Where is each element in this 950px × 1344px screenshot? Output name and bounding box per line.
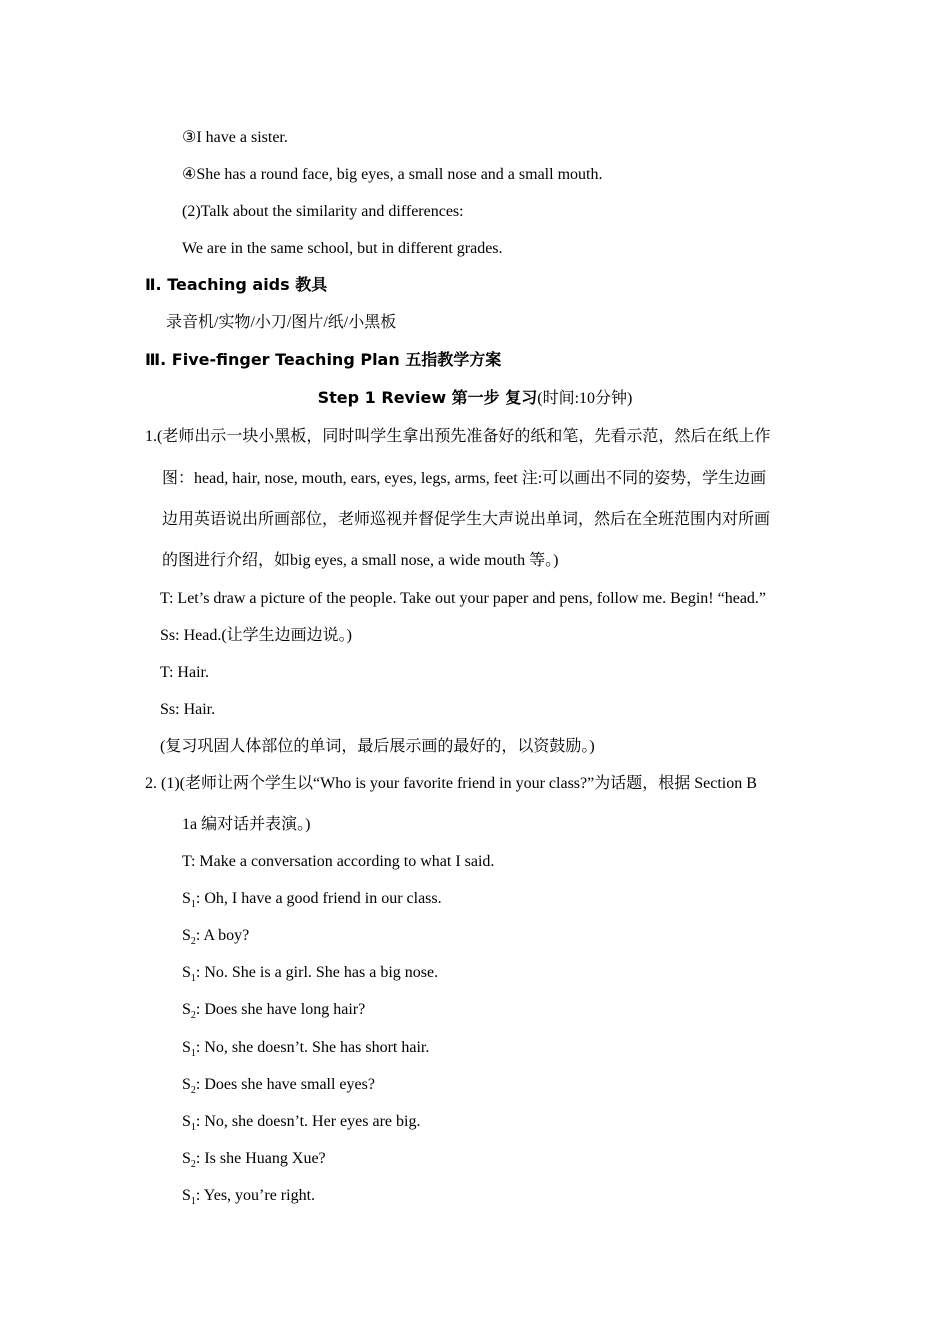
speaker-number: 1 <box>190 899 196 910</box>
section-heading-five-finger-plan: Ⅲ. Five-finger Teaching Plan 五指教学方案 <box>145 350 502 369</box>
step1-heading <box>0 388 950 409</box>
intro-line-similarity: (2)Talk about the similarity and differences: <box>182 203 464 220</box>
speaker-number: 1 <box>190 1196 196 1207</box>
dialogue-text: : No. She is a girl. She has a big nose. <box>195 964 439 981</box>
dialogue-line <box>182 1149 326 1171</box>
dialogue-line <box>182 1000 365 1022</box>
intro-line-same-school: We are in the same school, but in different grades. <box>182 240 503 257</box>
item1-dialogue-students-1: Ss: Head.(让学生边画边说。) <box>160 627 352 644</box>
speaker-letter: S <box>182 1113 191 1130</box>
dialogue-line <box>182 1075 375 1097</box>
item2-teacher-instruction: T: Make a conversation according to what I said. <box>182 853 495 870</box>
item1-dialogue-students-2: Ss: Hair. <box>160 701 216 718</box>
speaker-letter: S <box>182 927 191 944</box>
teaching-aids-content: 录音机/实物/小刀/图片/纸/小黑板 <box>166 314 397 331</box>
item1-paragraph-line-1: 1.(老师出示一块小黑板，同时叫学生拿出预先准备好的纸和笔，先看示范，然后在纸上作 <box>145 428 771 445</box>
item1-dialogue-teacher-1: T: Let’s draw a picture of the people. Take out your paper and pens, follow me. Begin! “head.” <box>160 590 767 607</box>
dialogue-line <box>182 1112 420 1134</box>
speaker-letter: S <box>182 1187 191 1204</box>
dialogue-text: : Does she have long hair? <box>195 1001 366 1018</box>
item1-dialogue-teacher-2: T: Hair. <box>160 664 209 681</box>
item1-paragraph-line-4: 的图进行介绍，如big eyes, a small nose, a wide mouth 等。) <box>162 552 559 569</box>
speaker-letter: S <box>182 1001 191 1018</box>
dialogue-line <box>182 926 249 948</box>
step1-time: (时间:10分钟) <box>537 390 633 407</box>
dialogue-line <box>182 1186 315 1208</box>
item1-paragraph-line-2: 图：head, hair, nose, mouth, ears, eyes, legs, arms, feet 注:可以画出不同的姿势，学生边画 <box>162 470 767 487</box>
item1-paragraph-line-3: 边用英语说出所画部位，老师巡视并督促学生大声说出单词，然后在全班范围内对所画 <box>162 511 771 528</box>
dialogue-line <box>182 963 438 985</box>
dialogue-line <box>182 1038 429 1060</box>
dialogue-text: : Oh, I have a good friend in our class. <box>195 890 442 907</box>
speaker-letter: S <box>182 964 191 981</box>
dialogue-text: : No, she doesn’t. Her eyes are big. <box>195 1113 421 1130</box>
item1-note: (复习巩固人体部位的单词，最后展示画的最好的，以资鼓励。) <box>160 738 595 755</box>
speaker-number: 1 <box>190 973 196 984</box>
dialogue-text: : Does she have small eyes? <box>195 1076 375 1093</box>
speaker-letter: S <box>182 1076 191 1093</box>
speaker-letter: S <box>182 1039 191 1056</box>
intro-line-face: ④She has a round face, big eyes, a small nose and a small mouth. <box>182 166 603 183</box>
speaker-number: 1 <box>190 1048 196 1059</box>
section-heading-teaching-aids: Ⅱ. Teaching aids 教具 <box>145 275 328 294</box>
dialogue-line <box>182 889 442 911</box>
speaker-letter: S <box>182 890 191 907</box>
dialogue-text: : A boy? <box>195 927 250 944</box>
dialogue-text: : No, she doesn’t. She has short hair. <box>195 1039 430 1056</box>
step1-title: Step 1 Review 第一步 复习 <box>317 388 538 407</box>
dialogue-text: : Is she Huang Xue? <box>195 1150 326 1167</box>
speaker-letter: S <box>182 1150 191 1167</box>
intro-line-sister: ③I have a sister. <box>182 129 288 146</box>
speaker-number: 2 <box>190 1159 196 1170</box>
speaker-number: 2 <box>190 1085 196 1096</box>
item2-paragraph-line-2: 1a 编对话并表演。) <box>182 816 311 833</box>
speaker-number: 2 <box>190 936 196 947</box>
item2-paragraph-line-1: 2. (1)(老师让两个学生以“Who is your favorite friend in your class?”为话题，根据 Section B <box>145 775 757 792</box>
speaker-number: 2 <box>190 1010 196 1021</box>
dialogue-text: : Yes, you’re right. <box>195 1187 316 1204</box>
speaker-number: 1 <box>190 1122 196 1133</box>
